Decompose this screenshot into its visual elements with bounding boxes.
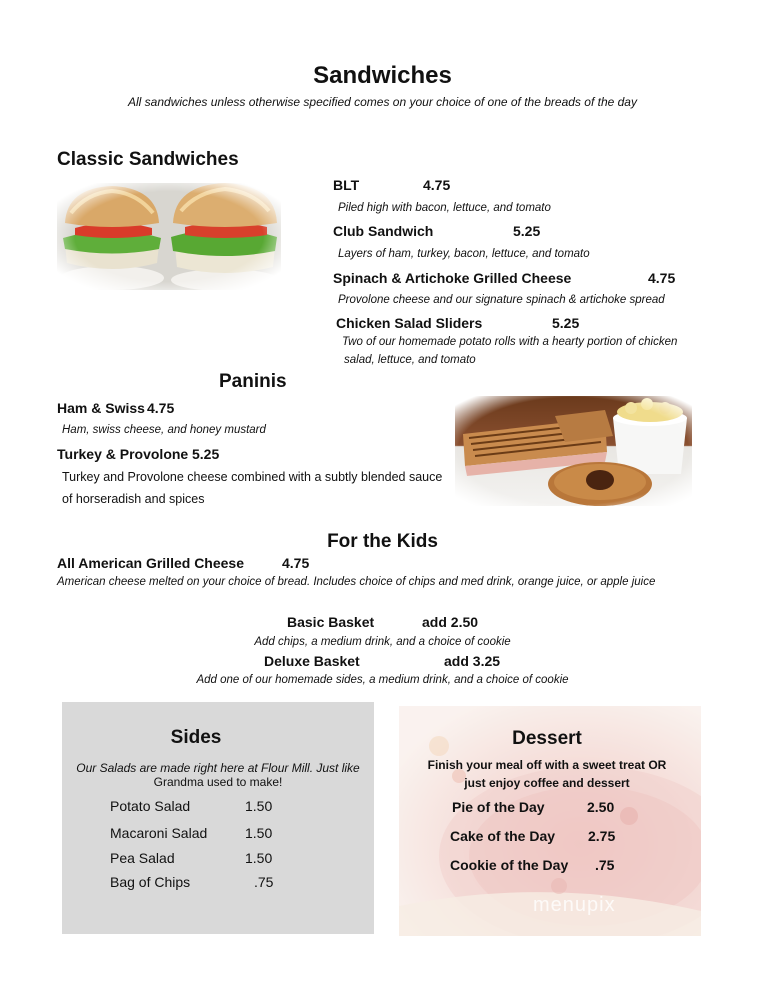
- deluxe-basket-name: Deluxe Basket: [264, 653, 360, 669]
- spinach-artichoke-name: Spinach & Artichoke Grilled Cheese: [333, 270, 572, 286]
- side-item-potato-salad: Potato Salad: [110, 798, 191, 814]
- menupix-watermark: menupix: [533, 894, 616, 916]
- basic-basket-desc: Add chips, a medium drink, and a choice of cookie: [254, 636, 511, 648]
- blt-price: 4.75: [423, 177, 451, 193]
- sides-note-line2: Grandma used to make!: [153, 775, 283, 789]
- page-subtitle: All sandwiches unless otherwise specified comes on your choice of one of the breads of the day: [128, 95, 637, 109]
- club-sandwich-desc: Layers of ham, turkey, bacon, lettuce, and tomato: [338, 248, 590, 260]
- side-item-macaroni-salad: Macaroni Salad: [110, 825, 208, 841]
- side-price-macaroni-salad: 1.50: [245, 825, 273, 841]
- dessert-price-cake: 2.75: [588, 828, 616, 844]
- dessert-heading: Dessert: [512, 728, 582, 749]
- grilled-cheese-desc: American cheese melted on your choice of bread. Includes choice of chips and med drink, orange juice, or apple juice: [57, 576, 656, 588]
- sides-heading: Sides: [170, 727, 222, 748]
- dessert-panel: [399, 706, 701, 936]
- side-item-pea-salad: Pea Salad: [110, 850, 175, 866]
- dessert-note-line1: Finish your meal off with a sweet treat OR: [427, 758, 667, 772]
- blt-name: BLT: [333, 177, 360, 193]
- grilled-cheese-price: 4.75: [282, 555, 310, 571]
- basic-basket-name: Basic Basket: [287, 614, 375, 630]
- side-price-pea-salad: 1.50: [245, 850, 273, 866]
- turkey-provolone-desc-line1: Turkey and Provolone cheese combined with a subtly blended sauce: [62, 470, 443, 484]
- classic-heading: Classic Sandwiches: [57, 149, 239, 170]
- sides-note-line1: Our Salads are made right here at Flour Mill. Just like: [76, 761, 360, 775]
- dessert-item-pie: Pie of the Day: [452, 799, 545, 815]
- kids-heading: For the Kids: [327, 531, 438, 552]
- paninis-heading: Paninis: [219, 371, 287, 392]
- chicken-salad-desc-line2: salad, lettuce, and tomato: [344, 354, 476, 366]
- grilled-cheese-name: All American Grilled Cheese: [57, 555, 244, 571]
- turkey-provolone-name: Turkey & Provolone: [57, 446, 189, 462]
- club-sandwich-name: Club Sandwich: [333, 223, 434, 239]
- side-price-bag-of-chips: .75: [254, 874, 274, 890]
- sides-panel: [62, 702, 374, 934]
- spinach-artichoke-desc: Provolone cheese and our signature spinach & artichoke spread: [338, 294, 665, 306]
- ham-swiss-desc: Ham, swiss cheese, and honey mustard: [62, 424, 266, 436]
- turkey-provolone-desc-line2: of horseradish and spices: [62, 492, 205, 506]
- side-price-potato-salad: 1.50: [245, 798, 273, 814]
- basic-basket-price: add 2.50: [422, 614, 479, 630]
- dessert-price-cookie: .75: [595, 857, 615, 873]
- chicken-salad-name: Chicken Salad Sliders: [336, 315, 483, 331]
- blt-desc: Piled high with bacon, lettuce, and tomato: [338, 202, 551, 214]
- sliders-photo: [57, 183, 281, 290]
- dessert-item-cookie: Cookie of the Day: [450, 857, 569, 873]
- deluxe-basket-desc: Add one of our homemade sides, a medium drink, and a choice of cookie: [196, 674, 569, 686]
- chicken-salad-desc-line1: Two of our homemade potato rolls with a hearty portion of chicken: [342, 336, 678, 348]
- panini-photo: [455, 396, 692, 506]
- dessert-note-line2: just enjoy coffee and dessert: [464, 776, 630, 790]
- spinach-artichoke-price: 4.75: [648, 270, 676, 286]
- deluxe-basket-price: add 3.25: [444, 653, 501, 669]
- ham-swiss-name: Ham & Swiss: [57, 400, 145, 416]
- chicken-salad-price: 5.25: [552, 315, 580, 331]
- club-sandwich-price: 5.25: [513, 223, 541, 239]
- ham-swiss-price: 4.75: [147, 400, 175, 416]
- dessert-price-pie: 2.50: [587, 799, 615, 815]
- page-title: Sandwiches: [313, 62, 452, 89]
- turkey-provolone-price: 5.25: [192, 446, 220, 462]
- side-item-bag-of-chips: Bag of Chips: [110, 874, 191, 890]
- dessert-item-cake: Cake of the Day: [450, 828, 556, 844]
